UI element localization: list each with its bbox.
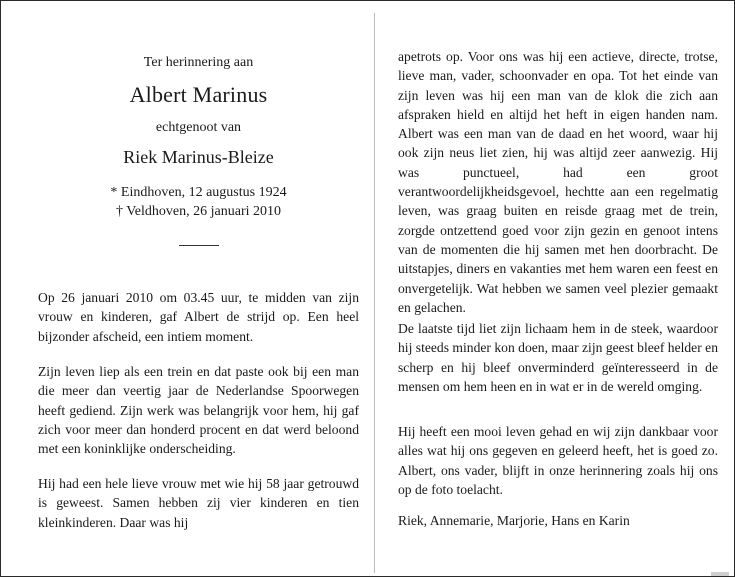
paragraph-farewell: Hij heeft een mooi leven gehad en wij zijn dankbaar voor alles wat hij ons gegeven en geleerd heeft, het is goed zo. Albert, ons vader, blijft in onze herinnering zoals hij ons op de foto toelacht. <box>398 424 718 497</box>
paragraph-career: Zijn leven liep als een trein en dat paste ook bij een man die meer dan veertig jaar de Nederlandse Spoorwegen heeft gediend. Zijn werk was belangrijk voor hem, hij gaf zich voor meer dan honderd procent en dat werd beloond met een koninklijke onderscheiding. <box>38 364 359 457</box>
death-line: † Veldhoven, 26 januari 2010 <box>116 204 281 219</box>
paragraph-last-days: De laatste tijd liet zijn lichaam hem in de steek, waardoor hij steeds minder kon doen, maar zijn geest bleef helder en scherp en hij bleef onverminderd geïnteresseerd in de mensen om hem heen en in wat er in de wereld omging. <box>398 321 718 394</box>
birth-line: * Eindhoven, 12 augustus 1924 <box>110 185 287 200</box>
separator-rule <box>179 245 219 246</box>
spouse-name: Riek Marinus-Bleize <box>123 147 274 167</box>
scan-artifact <box>711 572 729 576</box>
paragraph-family: Hij had een hele lieve vrouw met wie hij 58 jaar getrouwd is geweest. Samen hebben zij vier kinderen en tien kleinkinderen. Daar was hij <box>38 476 359 530</box>
paragraph-passing: Op 26 januari 2010 om 03.45 uur, te midden van zijn vrouw en kinderen, gaf Albert de strijd op. Een heel bijzonder afscheid, een intiem moment. <box>38 290 359 344</box>
deceased-name: Albert Marinus <box>129 82 268 107</box>
signature-line: Riek, Annemarie, Marjorie, Hans en Karin <box>398 513 630 528</box>
center-fold-line <box>374 13 375 573</box>
intro-line: Ter herinnering aan <box>143 55 254 70</box>
paragraph-character: apetrots op. Voor ons was hij een actieve, directe, trotse, lieve man, vader, schoonvader en opa. Tot het einde van zijn leven was hij een man van de klok die zich aan afspraken hield en altijd het heft in eigen handen nam. Albert was een man van de daad en het woord, waar hij ook zijn neus liet zien, hij was altijd zeer aanwezig. Hij was punctueel, had een groot verantwoordelijkheidsgevoel, hechtte aan een regelmatig leven, was graag buiten en reisde graag met de trein, zorgde ontzettend goed voor zijn gezin en genoot intens van de momenten die hij samen met hen doorbracht. De uitstapjes, diners en vakanties met hem waren een feest en onvergetelijk. Wat hebben we samen veel plezier gemaakt en gelachen. <box>398 49 718 315</box>
relation-line: echtgenoot van <box>155 120 242 135</box>
